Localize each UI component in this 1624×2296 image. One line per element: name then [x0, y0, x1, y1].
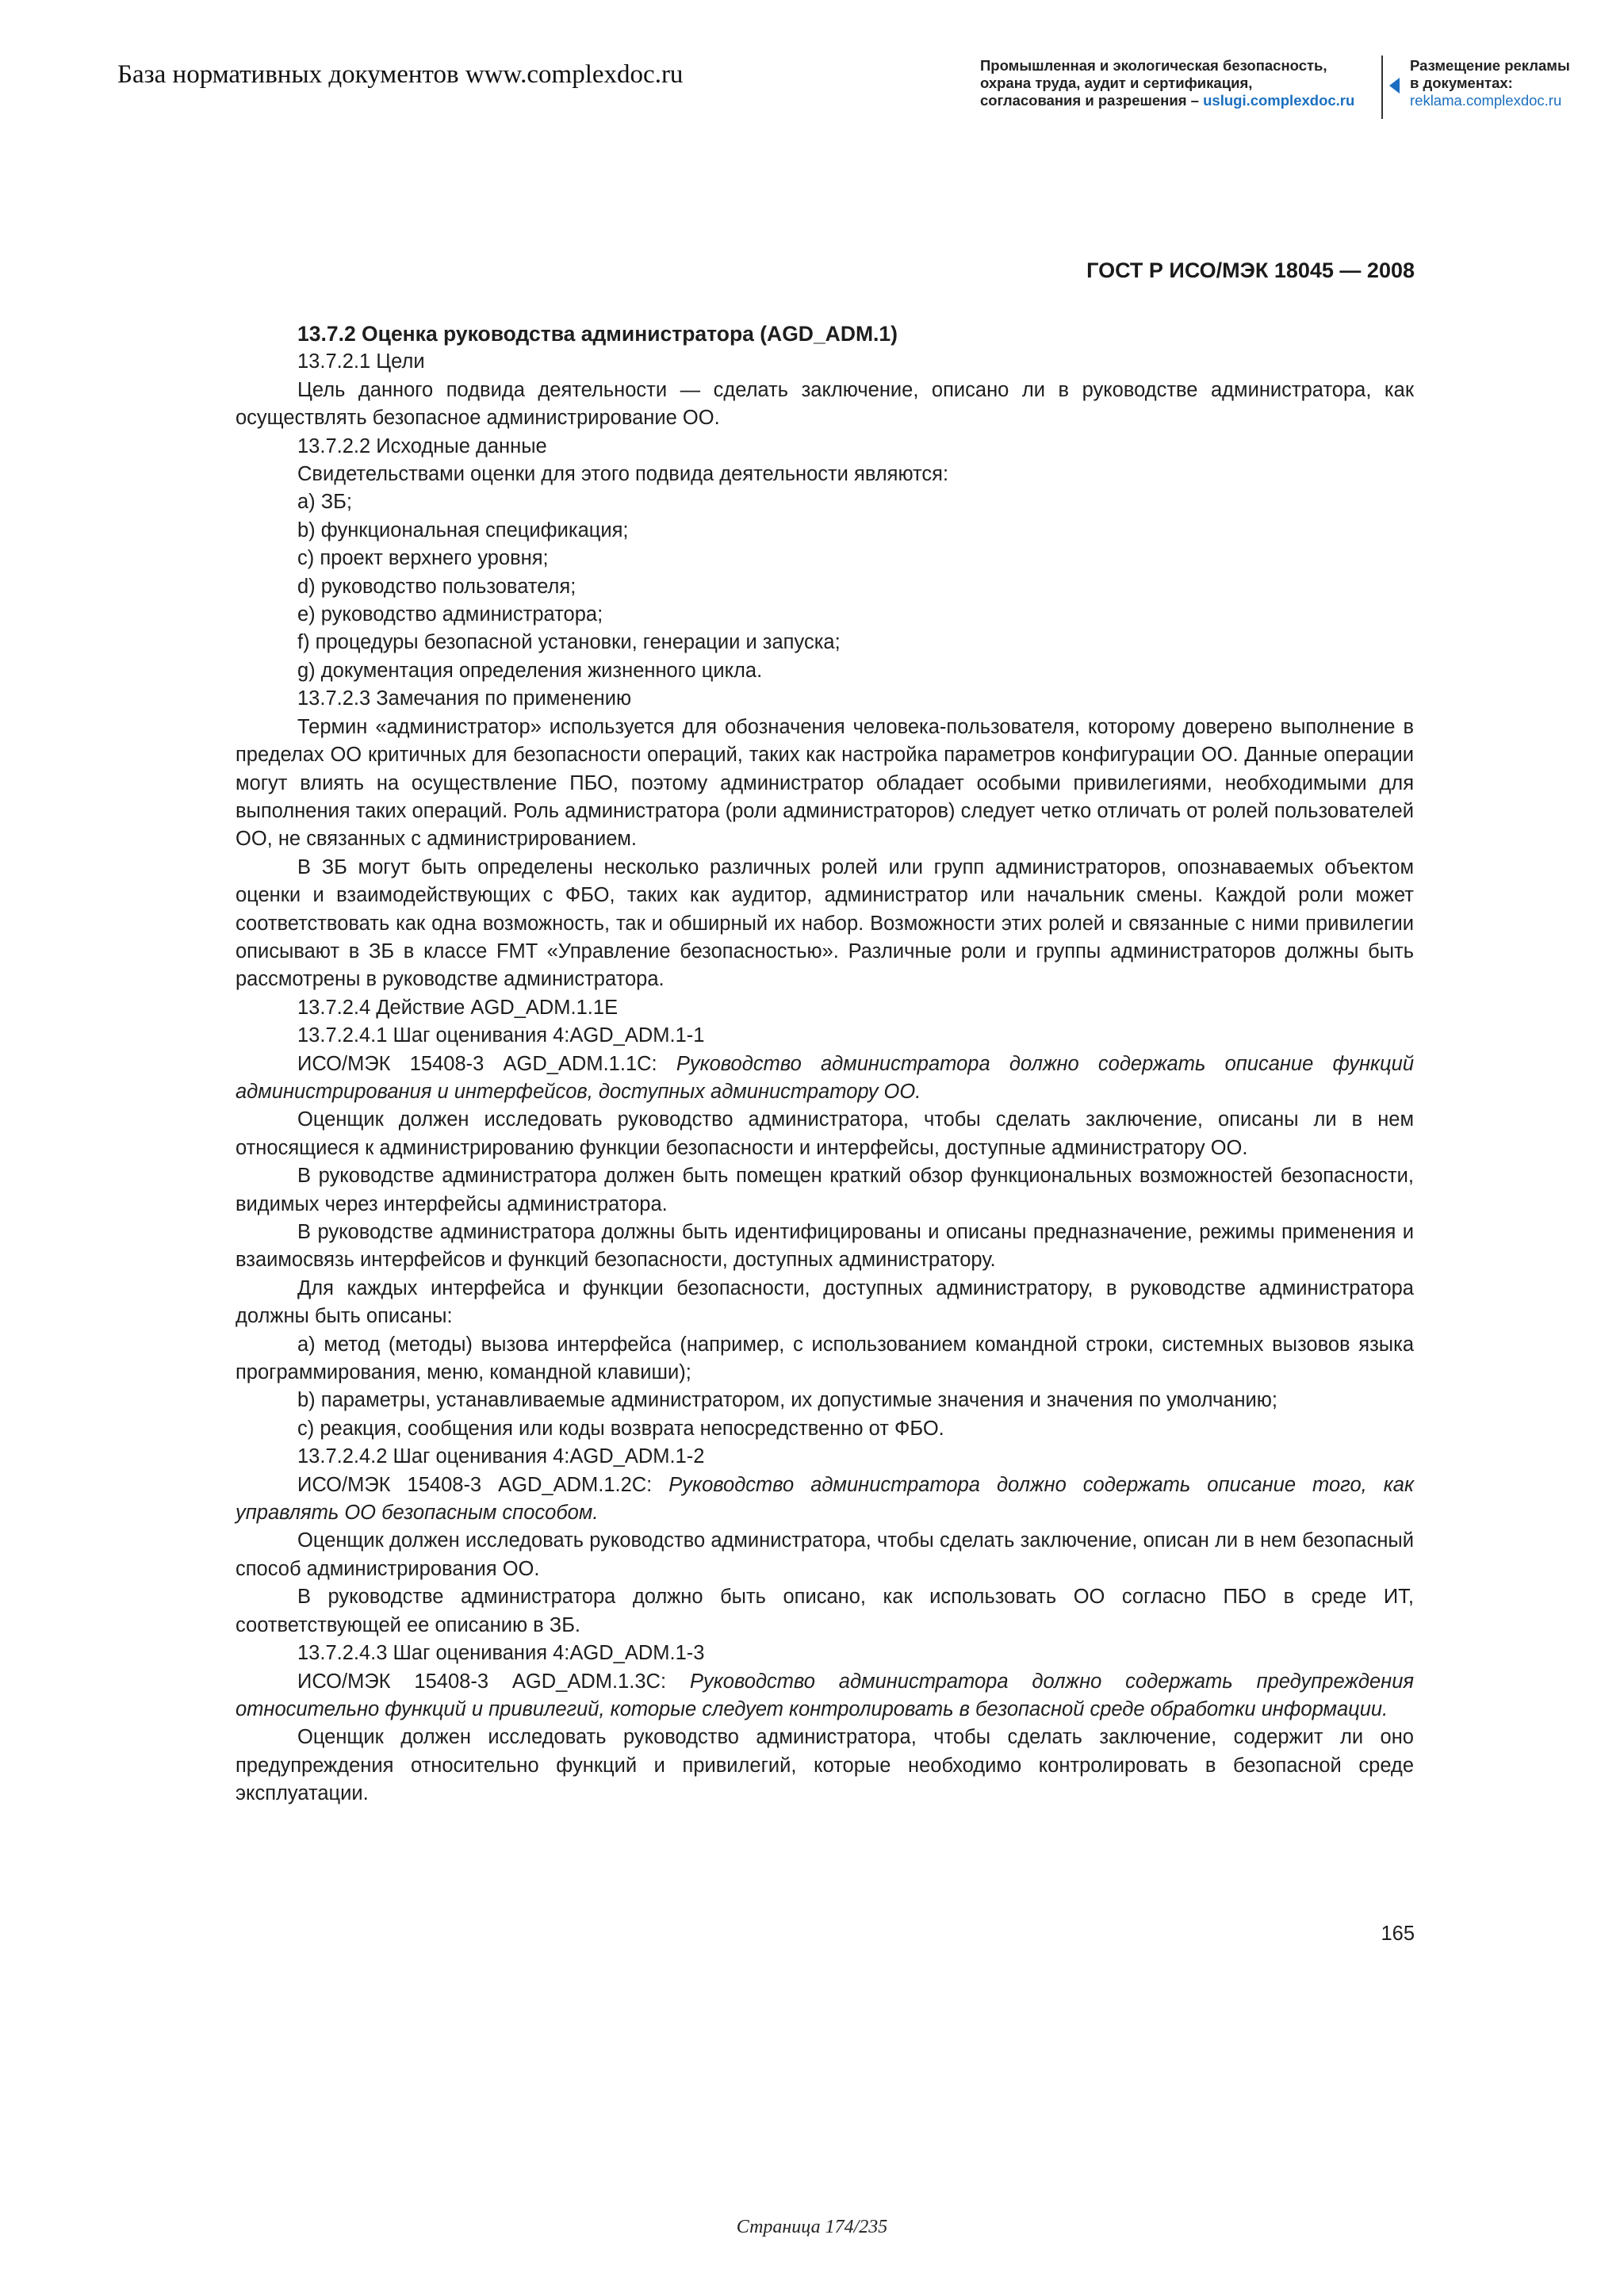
- subsection-heading: 13.7.2.4 Действие AGD_ADM.1.1E: [297, 996, 619, 1019]
- paragraph: В руководстве администратора должны быть идентифицированы и описаны предназначение, режимы применения и взаимосвязь интерфейсов и функций безопасности, доступных администратору.: [236, 1221, 1414, 1272]
- gost-header: ГОСТ Р ИСО/МЭК 18045 — 2008: [1086, 258, 1415, 282]
- requirement-text: Руководство администратора должно содержать описание того, как управлять ОО безопасным способом.: [236, 1473, 1414, 1525]
- list-item: a) ЗБ;: [297, 491, 352, 514]
- list-item: e) руководство администратора;: [297, 603, 603, 626]
- list-item: b) параметры, устанавливаемые администратором, их допустимые значения и значения по умолчанию;: [297, 1389, 1277, 1412]
- paragraph: В руководстве администратора должно быть описано, как использовать ОО согласно ПБО в среде ИТ, соответствующей ее описанию в ЗБ.: [236, 1586, 1414, 1636]
- requirement-ref: ИСО/МЭК 15408-3 AGD_ADM.1.3C:: [297, 1670, 690, 1693]
- list-item: d) руководство пользователя;: [297, 575, 576, 598]
- ad-line: Размещение рекламы: [1410, 57, 1570, 74]
- list-item: b) функциональная спецификация;: [297, 519, 629, 541]
- list-item: c) реакция, сообщения или коды возврата непосредственно от ФБО.: [297, 1417, 944, 1440]
- uslugi-link[interactable]: uslugi.complexdoc.ru: [1203, 92, 1355, 109]
- requirement-text: Руководство администратора должно содержать предупреждения относительно функций и привилегий, которые следует контролировать в безопасной среде обработки информации.: [236, 1670, 1415, 1720]
- page-number: 165: [1381, 1923, 1415, 1945]
- promo-text: согласования и разрешения –: [980, 92, 1204, 109]
- step-heading: 13.7.2.4.3 Шаг оценивания 4:AGD_ADM.1-3: [297, 1642, 705, 1665]
- arrow-left-icon: [1389, 78, 1400, 94]
- paragraph: Оценщик должен исследовать руководство администратора, чтобы сделать заключение, описан ли в нем безопасный способ администрирования ОО.: [236, 1529, 1414, 1580]
- document-body: [236, 320, 1414, 1808]
- paragraph: Цель данного подвида деятельности — сделать заключение, описано ли в руководстве администратора, как осуществлять безопасное администрирование ОО.: [236, 378, 1414, 430]
- section-title: 13.7.2 Оценка руководства администратора (AGD_ADM.1): [297, 322, 898, 346]
- paragraph: Оценщик должен исследовать руководство администратора, чтобы сделать заключение, описаны ли в нем относящиеся к администрированию функции безопасности и интерфейсы, доступные администратору ОО.: [236, 1108, 1414, 1159]
- paragraph: Оценщик должен исследовать руководство администратора, чтобы сделать заключение, содержит ли оно предупреждения относительно функций и привилегий, которые необходимо контролировать в безопасной среде эксплуатации.: [236, 1726, 1414, 1805]
- promo-line: охрана труда, аудит и сертификация,: [980, 75, 1253, 91]
- paragraph: В руководстве администратора должен быть помещен краткий обзор функциональных возможностей безопасности, видимых через интерфейсы администратора.: [236, 1165, 1414, 1215]
- subsection-heading: 13.7.2.3 Замечания по применению: [297, 687, 632, 710]
- paragraph: В ЗБ могут быть определены несколько различных ролей или групп администраторов, опознаваемых объектом оценки и взаимодействующих с ФБО, таких как аудитор, администратор или начальник смены. Каждой роли может соответствовать как одна возможность, так и обширный их набор. Возможности этих ролей и связанные с ними привилегии описывают в ЗБ в классе FMT «Управление безопасностью». Различные роли и группы администраторов должны быть рассмотрены в руководстве администратора.: [236, 855, 1414, 991]
- step-heading: 13.7.2.4.1 Шаг оценивания 4:AGD_ADM.1-1: [297, 1024, 705, 1047]
- list-item: f) процедуры безопасной установки, генерации и запуска;: [297, 631, 841, 654]
- subsection-heading: 13.7.2.2 Исходные данные: [297, 434, 547, 457]
- requirement-paragraph: [236, 1050, 1414, 1107]
- ad-line: в документах:: [1410, 75, 1513, 91]
- list-item: c) проект верхнего уровня;: [297, 547, 549, 570]
- requirement-paragraph: [236, 1471, 1414, 1528]
- ad-block: [1410, 57, 1570, 109]
- step-heading: 13.7.2.4.2 Шаг оценивания 4:AGD_ADM.1-2: [297, 1445, 705, 1468]
- requirement-paragraph: [236, 1668, 1414, 1724]
- list-item: a) метод (методы) вызова интерфейса (например, с использованием командной строки, системных вызовов языка программирования, меню, командной клавиши);: [236, 1333, 1414, 1384]
- footer-page-label: Страница 174/235: [736, 2217, 888, 2237]
- list-item: g) документация определения жизненного цикла.: [297, 659, 763, 682]
- subsection-heading: 13.7.2.1 Цели: [297, 350, 425, 373]
- paragraph: Термин «администратор» используется для обозначения человека-пользователя, которому доверено выполнение в пределах ОО критичных для безопасности операций, таких как настройка параметров конфигурации ОО. Данные операции могут влиять на осуществление ПБО, поэтому администратор обладает особыми привилегиями, необходимыми для выполнения таких операций. Роль администратора (роли администраторов) следует четко отличать от ролей пользователей ОО, не связанных с администрированием.: [236, 715, 1414, 851]
- promo-block: [980, 57, 1354, 109]
- requirement-text: Руководство администратора должно содержать описание функций администрирования и интерфейсов, доступных администратору ОО.: [236, 1052, 1414, 1103]
- header-divider: [1381, 55, 1383, 119]
- promo-line: Промышленная и экологическая безопасность,: [980, 57, 1327, 74]
- requirement-ref: ИСО/МЭК 15408-3 AGD_ADM.1.2C:: [297, 1473, 669, 1496]
- reklama-link[interactable]: reklama.complexdoc.ru: [1410, 92, 1562, 109]
- promo-line: [980, 92, 1354, 109]
- paragraph: Свидетельствами оценки для этого подвида деятельности являются:: [297, 463, 949, 486]
- paragraph: Для каждых интерфейса и функции безопасности, доступных администратору, в руководстве администратора должны быть описаны:: [236, 1276, 1414, 1328]
- requirement-ref: ИСО/МЭК 15408-3 AGD_ADM.1.1C:: [297, 1052, 676, 1075]
- site-title: База нормативных документов www.complexdoc.ru: [117, 60, 684, 89]
